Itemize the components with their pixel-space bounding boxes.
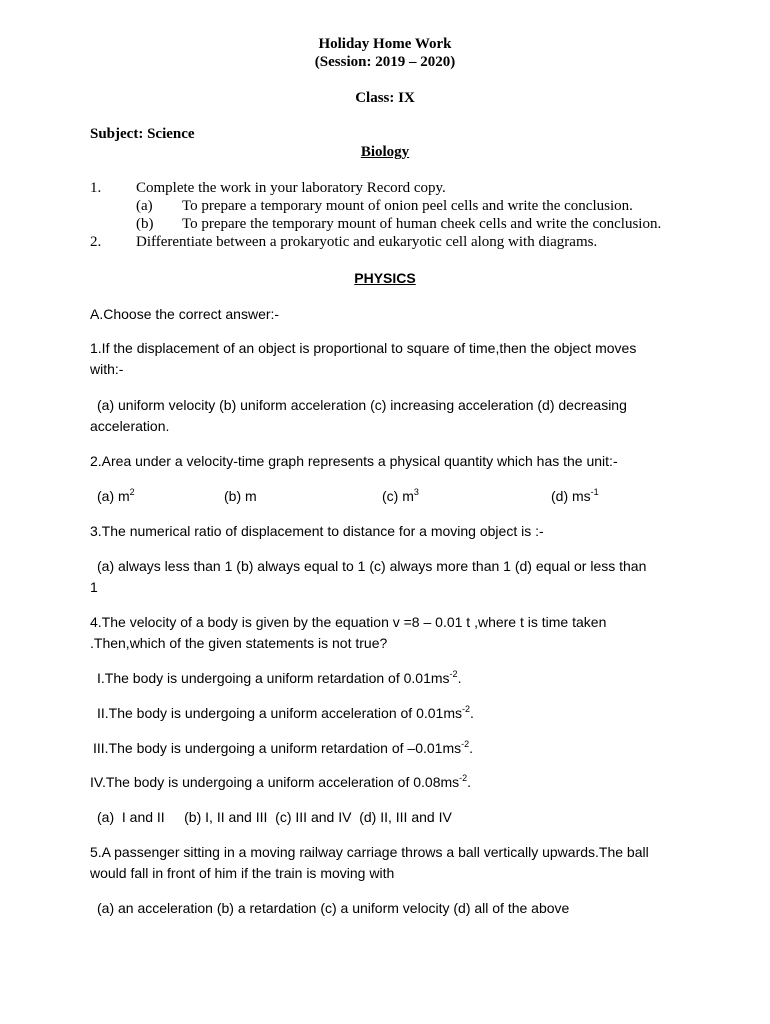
statement-end: . [470, 705, 474, 721]
list-item-number: (b) [136, 216, 154, 232]
statement-end: . [467, 774, 472, 790]
superscript: -2 [459, 773, 468, 783]
session-line: (Session: 2019 – 2020) [314, 54, 456, 70]
question-3-text: 3.The numerical ratio of displacement to distance for a moving object is :- [90, 523, 544, 539]
option-text: (d) ms [551, 488, 591, 504]
question-2-option-d [551, 488, 599, 504]
question-5-text-cont: would fall in front of him if the train is moving with [90, 865, 395, 881]
subject-line: Subject: Science [90, 126, 195, 142]
superscript: -2 [461, 704, 470, 714]
question-3-options: (a) always less than 1 (b) always equal to 1 (c) always more than 1 (d) equal or less than [97, 558, 647, 574]
superscript: -2 [461, 739, 470, 749]
physics-heading: PHYSICS [354, 270, 416, 286]
list-item-number: 2. [90, 234, 102, 250]
statement-1 [97, 670, 461, 686]
question-2-option-a [97, 488, 135, 504]
question-1-options-cont: acceleration. [90, 418, 170, 434]
biology-heading: Biology [360, 144, 410, 160]
list-item-text: To prepare a temporary mount of onion peel cells and write the conclusion. [182, 198, 633, 214]
statement-end: . [457, 670, 462, 686]
section-a-instruction: A.Choose the correct answer:- [90, 306, 280, 322]
statement-end: . [469, 740, 474, 756]
question-1-text: 1.If the displacement of an object is proportional to square of time,then the object moves [90, 340, 637, 356]
list-item-text: To prepare the temporary mount of human cheek cells and write the conclusion. [182, 216, 662, 232]
option-text: (a) m [97, 488, 130, 504]
question-4-options: (a) I and II (b) I, II and III (c) III and IV (d) II, III and IV [97, 809, 452, 825]
statement-text: I.The body is undergoing a uniform retardation of 0.01ms [97, 670, 450, 686]
statement-text: III.The body is undergoing a uniform retardation of –0.01ms [93, 740, 462, 756]
list-item-number: (a) [136, 198, 153, 214]
superscript: 3 [413, 487, 419, 497]
statement-text: II.The body is undergoing a uniform acceleration of 0.01ms [97, 705, 462, 721]
statement-3 [93, 740, 473, 756]
list-item-number: 1. [90, 180, 102, 196]
option-text: (c) m [382, 488, 414, 504]
question-1-text-cont: with:- [90, 361, 124, 377]
question-4-text-cont: .Then,which of the given statements is not true? [90, 635, 388, 651]
question-1-options: (a) uniform velocity (b) uniform acceleration (c) increasing acceleration (d) decreasing [97, 397, 627, 413]
statement-2 [97, 705, 474, 721]
question-4-text: 4.The velocity of a body is given by the equation v =8 – 0.01 t ,where t is time taken [90, 614, 607, 630]
question-2-option-c [382, 488, 419, 504]
superscript: -2 [449, 669, 458, 679]
question-2-option-b: (b) m [224, 488, 257, 504]
question-2-text: 2.Area under a velocity-time graph represents a physical quantity which has the unit:- [90, 453, 618, 469]
question-5-text: 5.A passenger sitting in a moving railway carriage throws a ball vertically upwards.The ball [90, 844, 649, 860]
superscript: -1 [590, 487, 599, 497]
statement-4 [90, 774, 471, 790]
question-5-options: (a) an acceleration (b) a retardation (c) a uniform velocity (d) all of the above [97, 900, 570, 916]
page-title: Holiday Home Work [318, 36, 452, 52]
list-item-text: Differentiate between a prokaryotic and eukaryotic cell along with diagrams. [136, 234, 598, 250]
superscript: 2 [129, 487, 135, 497]
question-3-options-cont: 1 [90, 579, 98, 595]
list-item-text: Complete the work in your laboratory Record copy. [136, 180, 446, 196]
statement-text: IV.The body is undergoing a uniform acceleration of 0.08ms [90, 774, 460, 790]
class-line: Class: IX [355, 90, 415, 106]
